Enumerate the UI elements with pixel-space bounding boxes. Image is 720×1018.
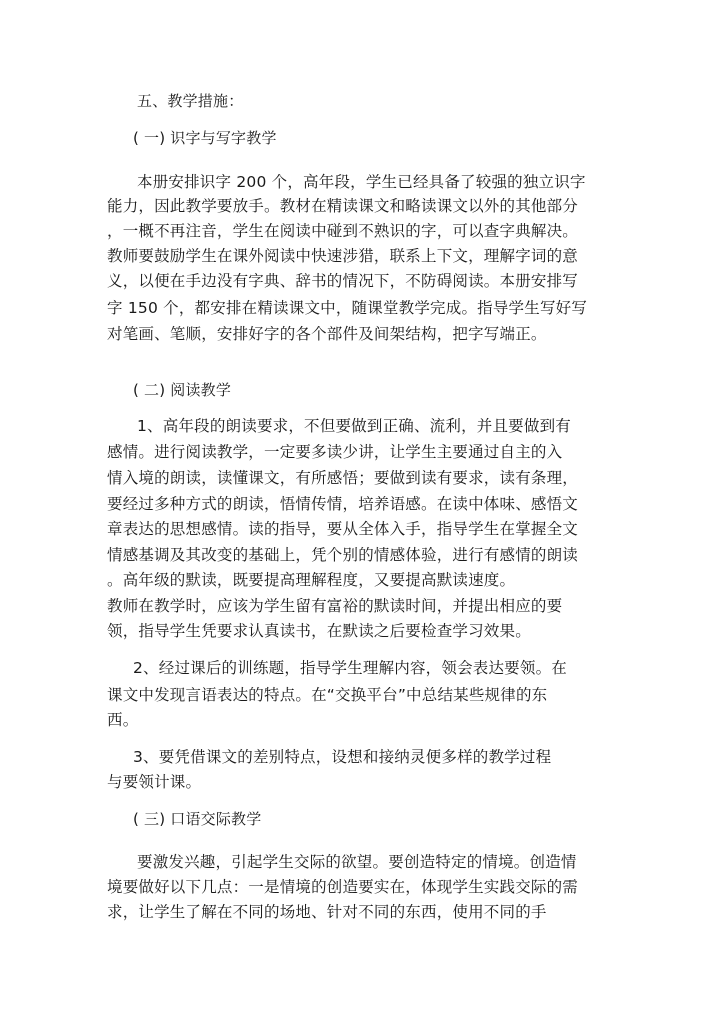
paragraph-line: 对笔画、笔顺，安排好字的各个部件及间架结构，把字写端正。 [107,325,547,343]
paragraph-line: 要激发兴趣，引起学生交际的欲望。要创造特定的情境。创造情 [137,853,577,871]
paragraph-line: 西。 [107,711,139,729]
paragraph-line: 义，以便在手边没有字典、辞书的情况下，不防碍阅读。本册安排写 [107,272,579,290]
paragraph-line: ，一概不再注音，学生在阅读中碰到不熟识的字，可以查字典解决。 [107,222,579,240]
paragraph-line: 能力，因此教学要放手。教材在精读课文和略读课文以外的其他部分 [107,197,579,215]
paragraph-line: 本册安排识字 200 个，高年段，学生已经具备了较强的独立识字 [137,173,586,191]
paragraph-line: 课文中发现言语表达的特点。在“交换平台”中总结某些规律的东 [107,686,548,704]
subheading-reading: ( 二) 阅读教学 [133,381,232,399]
paragraph-line: 情感基调及其改变的基础上，凭个别的情感体验，进行有感情的朗读 [107,546,579,564]
paragraph-line: 章表达的思想感情。读的指导，要从全体入手，指导学生在掌握全文 [107,520,579,538]
paragraph-line: 感情。进行阅读教学，一定要多读少讲，让学生主要通过自主的入 [107,443,563,461]
paragraph-line: 求，让学生了解在不同的场地、针对不同的东西，使用不同的手 [107,903,547,921]
paragraph-line: 字 150 个，都安排在精读课文中，随课堂教学完成。指导学生写好写 [107,299,588,317]
paragraph-line: 情入境的朗读，读懂课文，有所感悟；要做到读有要求，读有条理， [107,469,579,487]
subheading-speaking: ( 三) 口语交际教学 [133,810,262,828]
paragraph-line: 2、经过课后的训练题，指导学生理解内容，领会表达要领。在 [133,659,567,677]
paragraph-line: 境要做好以下几点：一是情境的创造要实在，体现学生实践交际的需 [107,878,579,896]
paragraph-line: 1、高年段的朗读要求，不但要做到正确、流利，并且要做到有 [137,417,571,435]
paragraph-line: 领，指导学生凭要求认真读书，在默读之后要检查学习效果。 [107,622,531,640]
paragraph-line: 要经过多种方式的朗读，悟情传情，培养语感。在读中体味、感悟文 [107,495,579,513]
paragraph-line: 教师要鼓励学生在课外阅读中快速涉猎，联系上下文，理解字词的意 [107,247,579,265]
paragraph-line: 。高年级的默读，既要提高理解程度，又要提高默读速度。 [107,571,516,589]
paragraph-line: 3、要凭借课文的差别特点，设想和接纳灵便多样的教学过程 [133,748,552,766]
paragraph-line: 教师在教学时，应该为学生留有富裕的默读时间，并提出相应的要 [107,597,563,615]
subheading-literacy: ( 一) 识字与写字教学 [133,129,277,147]
section-title: 五、教学措施： [137,92,244,110]
paragraph-line: 与要领计课。 [107,773,202,791]
